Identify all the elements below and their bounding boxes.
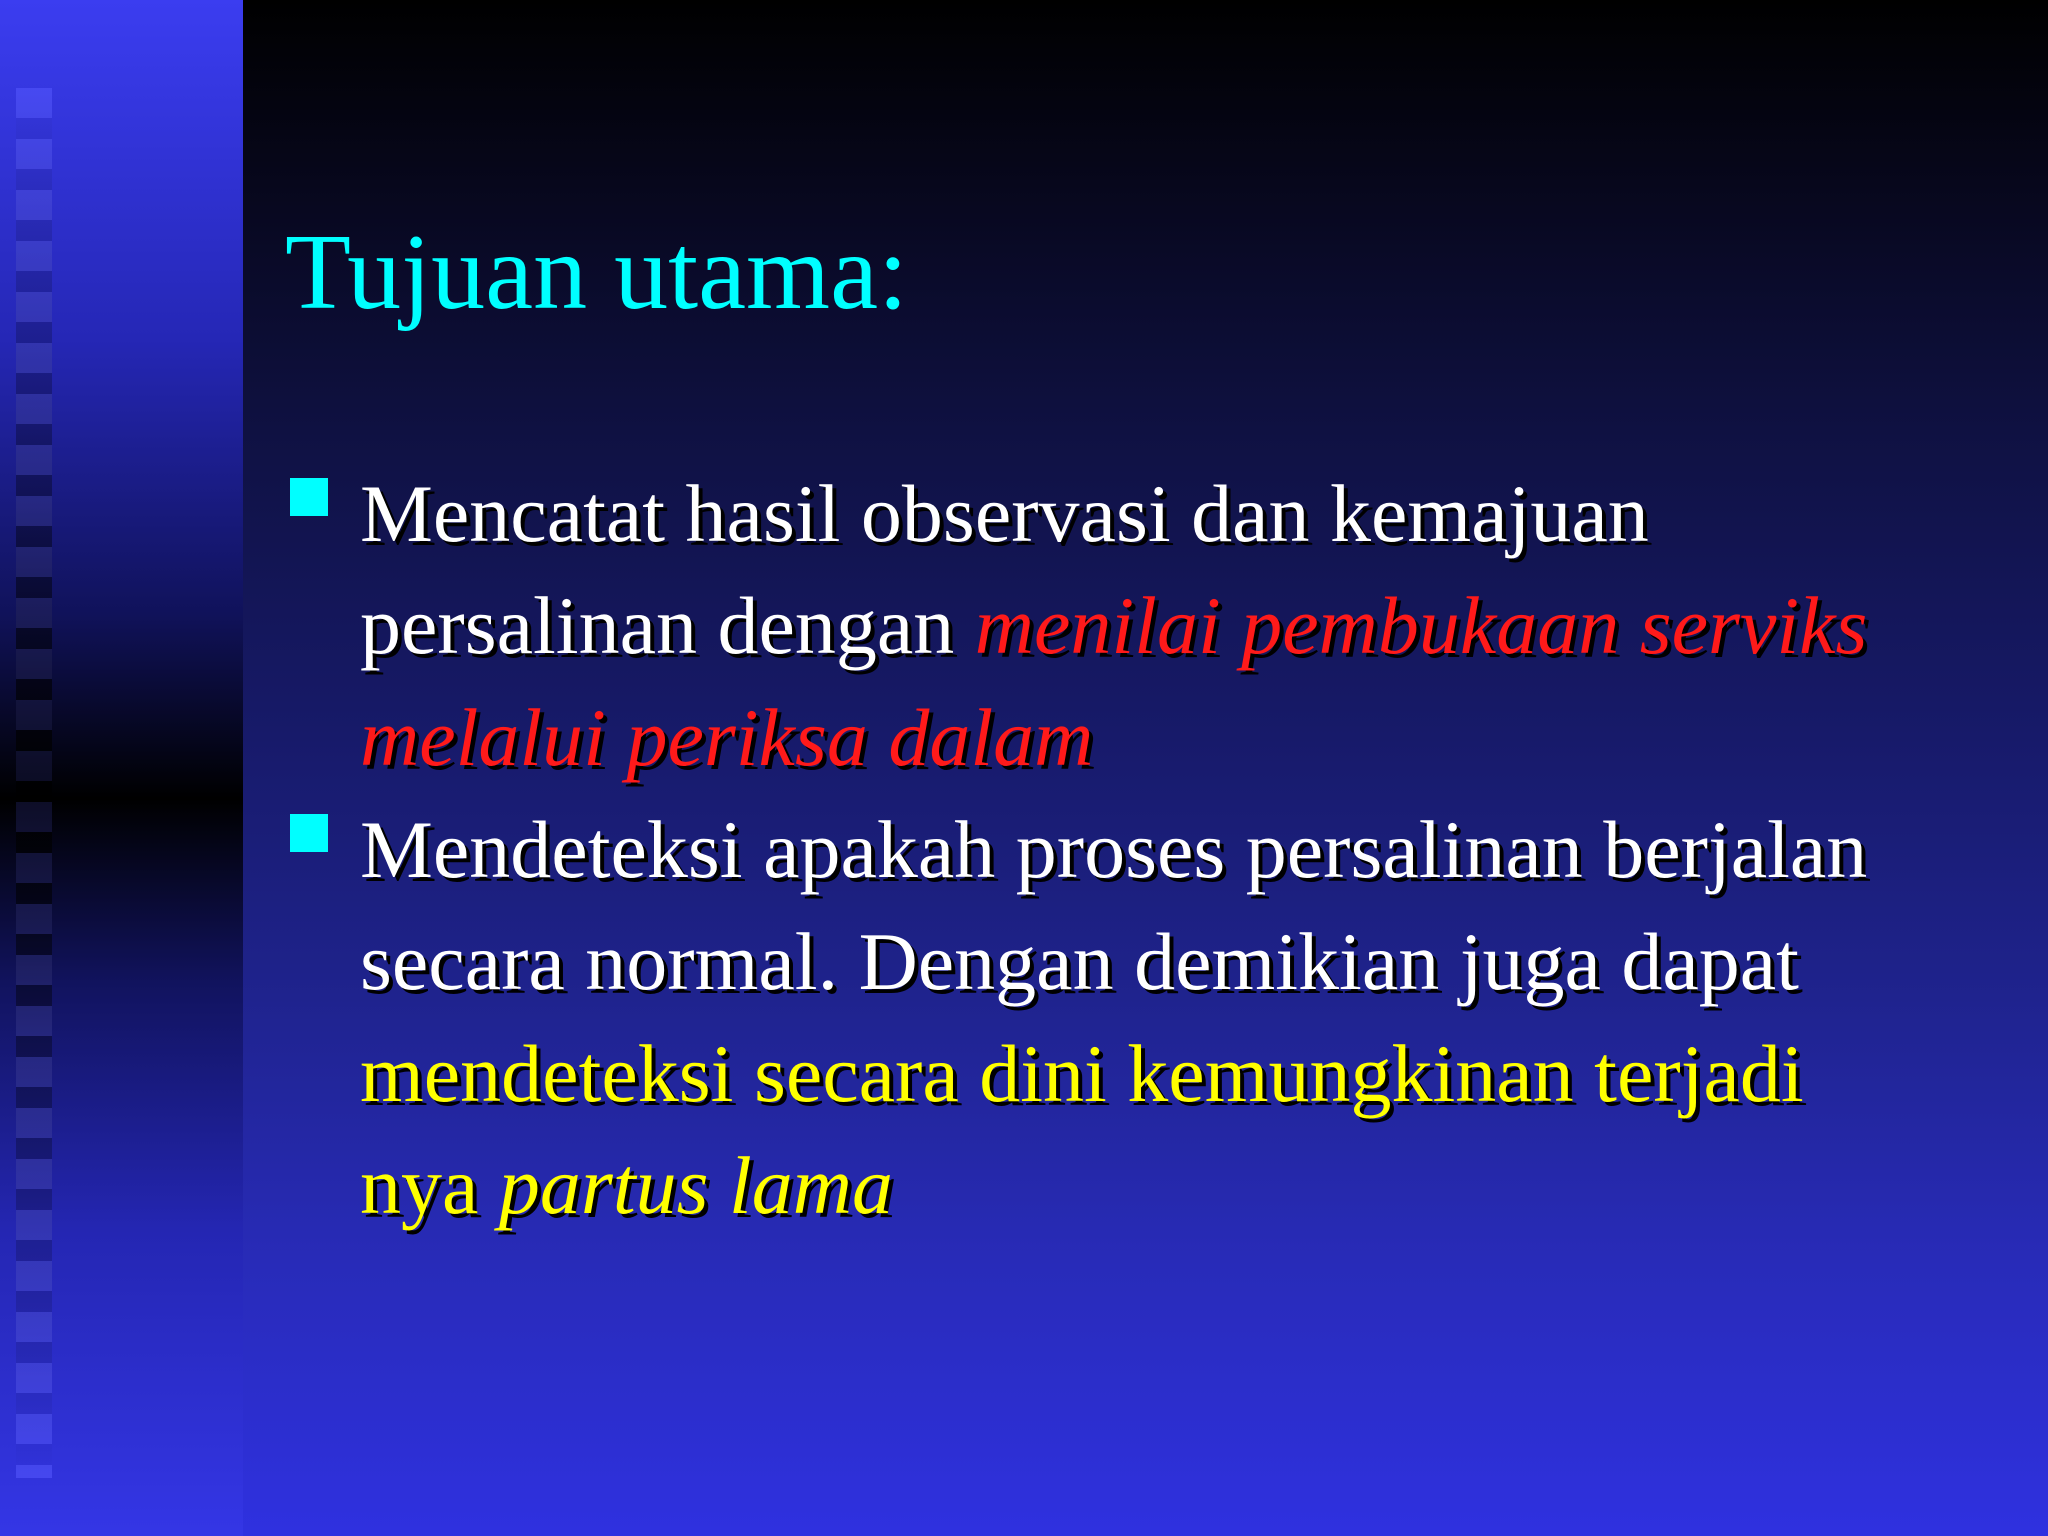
bullet-list [290,458,1890,1242]
slide-title: Tujuan utama: [285,213,909,332]
bullet-text-emphasis: menilai pembukaan serviks melalui periksa dalam [360,580,1868,783]
bullet-text-plain: Mencatat hasil observasi dan kemajuan persalinan dengan [360,468,1649,671]
decorative-square-fade [16,88,52,1478]
bullet-item-observasi [290,458,1890,794]
bullet-text-highlight-italic: partus lama [498,1140,894,1231]
bullet-text-highlight: mendeteksi secara dini kemungkinan terjadi nya [360,1028,1804,1231]
bullet-text-plain: Mendeteksi apakah proses persalinan berjalan secara normal. Dengan demikian juga dapat [360,804,1868,1007]
bullet-item-deteksi [290,794,1890,1242]
square-bullet-icon [290,814,328,852]
square-bullet-icon [290,478,328,516]
